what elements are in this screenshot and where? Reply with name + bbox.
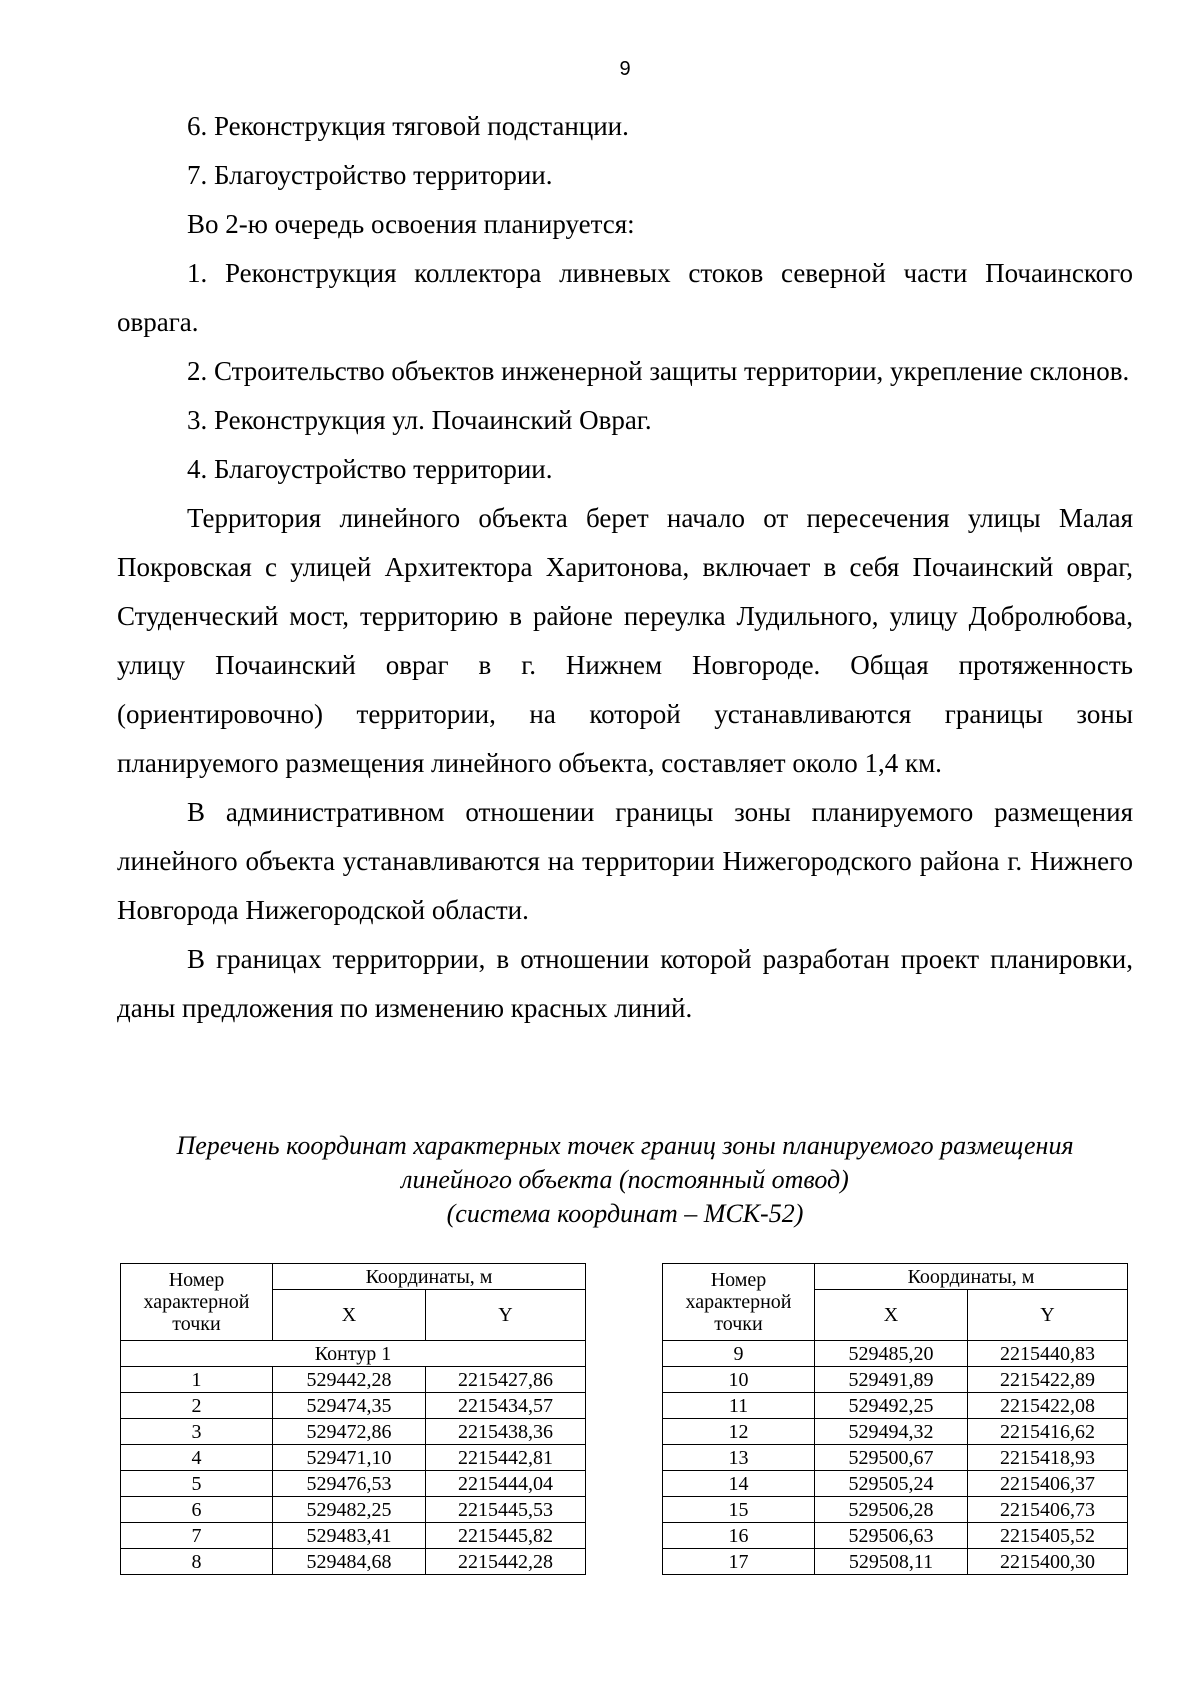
header-coordinates: Координаты, м (815, 1264, 1128, 1290)
cell-point: 4 (121, 1445, 273, 1471)
cell-y: 2215442,81 (426, 1445, 586, 1471)
paragraph: 3. Реконструкция ул. Почаинский Овраг. (187, 405, 652, 435)
cell-point: 1 (121, 1367, 273, 1393)
table-row (663, 1341, 1128, 1367)
cell-y: 2215422,89 (968, 1367, 1128, 1393)
table-row (121, 1445, 586, 1471)
table-row (121, 1419, 586, 1445)
cell-x: 529484,68 (273, 1549, 426, 1575)
cell-point: 11 (663, 1393, 815, 1419)
cell-x: 529476,53 (273, 1471, 426, 1497)
coordinates-table-right (662, 1263, 1128, 1575)
table-row (663, 1549, 1128, 1575)
cell-point: 15 (663, 1497, 815, 1523)
table-row (663, 1497, 1128, 1523)
cell-x: 529485,20 (815, 1341, 968, 1367)
page-number: 9 (619, 58, 631, 80)
cell-x: 529442,28 (273, 1367, 426, 1393)
table-row (121, 1523, 586, 1549)
paragraph: В границах территоррии, в отношении которой разработан проект планировки, даны предложения по изменению красных линий. (117, 944, 1133, 1023)
cell-y: 2215438,36 (426, 1419, 586, 1445)
table-row (121, 1497, 586, 1523)
header-point-number: Номер характерной точки (663, 1264, 815, 1341)
header-y: Y (968, 1290, 1128, 1341)
contour-label: Контур 1 (121, 1341, 586, 1367)
table-row (663, 1367, 1128, 1393)
table-row (663, 1419, 1128, 1445)
cell-x: 529492,25 (815, 1393, 968, 1419)
cell-y: 2215406,73 (968, 1497, 1128, 1523)
cell-y: 2215440,83 (968, 1341, 1128, 1367)
cell-point: 3 (121, 1419, 273, 1445)
coordinates-table-left (120, 1263, 586, 1575)
header-x: X (815, 1290, 968, 1341)
cell-point: 16 (663, 1523, 815, 1549)
cell-y: 2215400,30 (968, 1549, 1128, 1575)
cell-point: 2 (121, 1393, 273, 1419)
paragraph: 7. Благоустройство территории. (187, 160, 553, 190)
paragraph: 1. Реконструкция коллектора ливневых стоков северной части Почаинского оврага. (117, 258, 1133, 337)
cell-point: 17 (663, 1549, 815, 1575)
cell-y: 2215434,57 (426, 1393, 586, 1419)
table-row (121, 1393, 586, 1419)
cell-x: 529472,86 (273, 1419, 426, 1445)
cell-y: 2215422,08 (968, 1393, 1128, 1419)
cell-point: 5 (121, 1471, 273, 1497)
cell-x: 529506,63 (815, 1523, 968, 1549)
header-point-number: Номер характерной точки (121, 1264, 273, 1341)
cell-point: 12 (663, 1419, 815, 1445)
caption-line: Перечень координат характерных точек границ зоны планируемого размещения (176, 1131, 1074, 1160)
cell-x: 529508,11 (815, 1549, 968, 1575)
paragraph: Территория линейного объекта берет начало от пересечения улицы Малая Покровская с улицей Архитектора Харитонова, включает в себя Почаинский овраг, Студенческий мост, территорию в районе переулка Лудильного, улицу Добролюбова, улицу Почаинский овраг в г. Нижнем Новгороде. Общая протяженность (ориентировочно) территории, на которой устанавливаются границы зоны планируемого размещения линейного объекта, составляет около 1,4 км. (117, 503, 1133, 778)
table-row (121, 1367, 586, 1393)
table-row (663, 1471, 1128, 1497)
cell-x: 529506,28 (815, 1497, 968, 1523)
header-coordinates: Координаты, м (273, 1264, 586, 1290)
cell-y: 2215445,82 (426, 1523, 586, 1549)
cell-y: 2215406,37 (968, 1471, 1128, 1497)
header-x: X (273, 1290, 426, 1341)
cell-x: 529500,67 (815, 1445, 968, 1471)
paragraph: Во 2-ю очередь освоения планируется: (187, 209, 635, 239)
table-row (663, 1523, 1128, 1549)
cell-x: 529491,89 (815, 1367, 968, 1393)
table-row (663, 1393, 1128, 1419)
cell-x: 529474,35 (273, 1393, 426, 1419)
caption-line: линейного объекта (постоянный отвод) (401, 1165, 849, 1194)
cell-x: 529483,41 (273, 1523, 426, 1549)
cell-x: 529471,10 (273, 1445, 426, 1471)
cell-y: 2215427,86 (426, 1367, 586, 1393)
cell-point: 13 (663, 1445, 815, 1471)
cell-point: 14 (663, 1471, 815, 1497)
cell-y: 2215442,28 (426, 1549, 586, 1575)
table-row (121, 1471, 586, 1497)
cell-point: 10 (663, 1367, 815, 1393)
cell-y: 2215416,62 (968, 1419, 1128, 1445)
cell-point: 9 (663, 1341, 815, 1367)
cell-x: 529482,25 (273, 1497, 426, 1523)
cell-y: 2215444,04 (426, 1471, 586, 1497)
table-row (663, 1445, 1128, 1471)
paragraph: В административном отношении границы зоны планируемого размещения линейного объекта устанавливаются на территории Нижегородского района г. Нижнего Новгорода Нижегородской области. (117, 797, 1133, 925)
cell-y: 2215418,93 (968, 1445, 1128, 1471)
cell-point: 7 (121, 1523, 273, 1549)
cell-point: 8 (121, 1549, 273, 1575)
table-caption (117, 1129, 1133, 1231)
caption-line: (система координат – МСК-52) (446, 1199, 804, 1228)
cell-y: 2215445,53 (426, 1497, 586, 1523)
cell-x: 529505,24 (815, 1471, 968, 1497)
paragraph: 2. Строительство объектов инженерной защиты территории, укрепление склонов. (187, 356, 1130, 386)
document-body (117, 102, 1133, 1033)
header-y: Y (426, 1290, 586, 1341)
paragraph: 4. Благоустройство территории. (187, 454, 553, 484)
cell-point: 6 (121, 1497, 273, 1523)
cell-x: 529494,32 (815, 1419, 968, 1445)
cell-y: 2215405,52 (968, 1523, 1128, 1549)
table-row (121, 1549, 586, 1575)
paragraph: 6. Реконструкция тяговой подстанции. (187, 111, 629, 141)
